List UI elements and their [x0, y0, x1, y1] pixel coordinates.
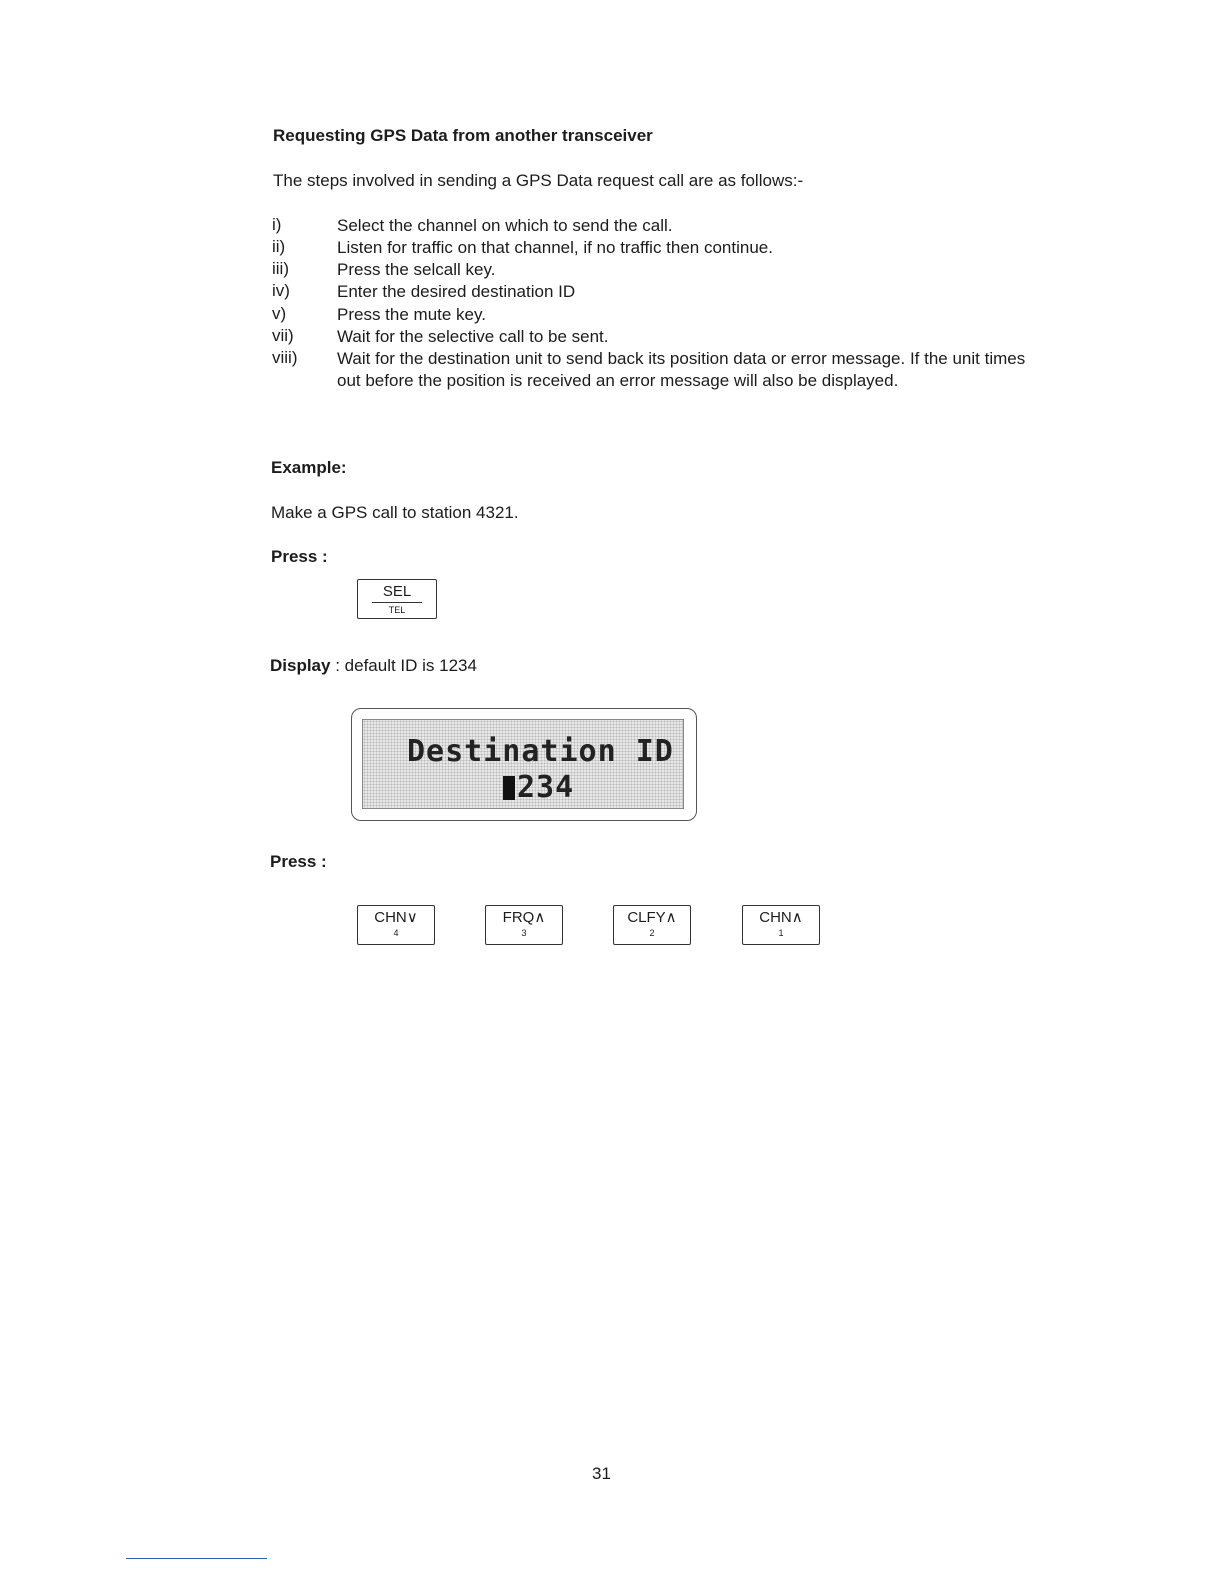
example-heading: Example: — [271, 458, 347, 477]
step-number: iii) — [272, 259, 289, 278]
step-number: vii) — [272, 326, 294, 345]
lcd-display — [351, 708, 697, 821]
key-main-label: CHN∧ — [759, 909, 803, 926]
example-text: Make a GPS call to station 4321. — [271, 503, 519, 522]
key-sub-label: 3 — [521, 928, 527, 938]
step-text: Enter the desired destination ID — [337, 282, 576, 301]
clfy-up-key — [613, 905, 691, 945]
sel-tel-key — [357, 579, 437, 619]
section-heading: Requesting GPS Data from another transceiver — [273, 126, 653, 145]
display-caption — [270, 656, 477, 676]
page-number: 31 — [592, 1464, 611, 1483]
key-sub-label: 2 — [649, 928, 655, 938]
footer-divider — [126, 1558, 267, 1559]
chn-up-key — [742, 905, 820, 945]
step-number: iv) — [272, 281, 290, 300]
press-label: Press : — [271, 547, 328, 566]
lcd-line-2-text: 234 — [517, 770, 575, 805]
frq-up-key — [485, 905, 563, 945]
step-text: Select the channel on which to send the call. — [337, 216, 673, 235]
step-number: viii) — [272, 348, 298, 367]
step-number: ii) — [272, 237, 286, 256]
lcd-line-2 — [503, 770, 574, 805]
key-sub-label: TEL — [372, 602, 422, 616]
lcd-screen — [362, 719, 684, 809]
key-sub-label: 4 — [393, 928, 399, 938]
key-main-label: CHN∨ — [374, 909, 418, 926]
lcd-line-1: Destination ID — [407, 734, 674, 769]
step-number: i) — [272, 215, 282, 234]
step-text: Wait for the destination unit to send back its position data or error message. If the unit times out before the position is received an error message will also be displayed. — [337, 349, 1026, 390]
step-text: Wait for the selective call to be sent. — [337, 327, 609, 346]
key-main-label: CLFY∧ — [627, 909, 677, 926]
cursor-block-icon — [503, 776, 515, 800]
step-text: Listen for traffic on that channel, if no traffic then continue. — [337, 238, 773, 257]
press-label: Press : — [270, 852, 327, 871]
chn-down-key — [357, 905, 435, 945]
display-description: : default ID is 1234 — [330, 656, 477, 675]
key-sub-label: 1 — [778, 928, 784, 938]
key-main-label: SEL — [382, 583, 412, 600]
display-label: Display — [270, 656, 331, 675]
step-text: Press the mute key. — [337, 305, 486, 324]
key-main-label: FRQ∧ — [502, 909, 546, 926]
intro-text: The steps involved in sending a GPS Data request call are as follows:- — [273, 171, 804, 190]
step-text: Press the selcall key. — [337, 260, 496, 279]
step-number: v) — [272, 304, 287, 323]
